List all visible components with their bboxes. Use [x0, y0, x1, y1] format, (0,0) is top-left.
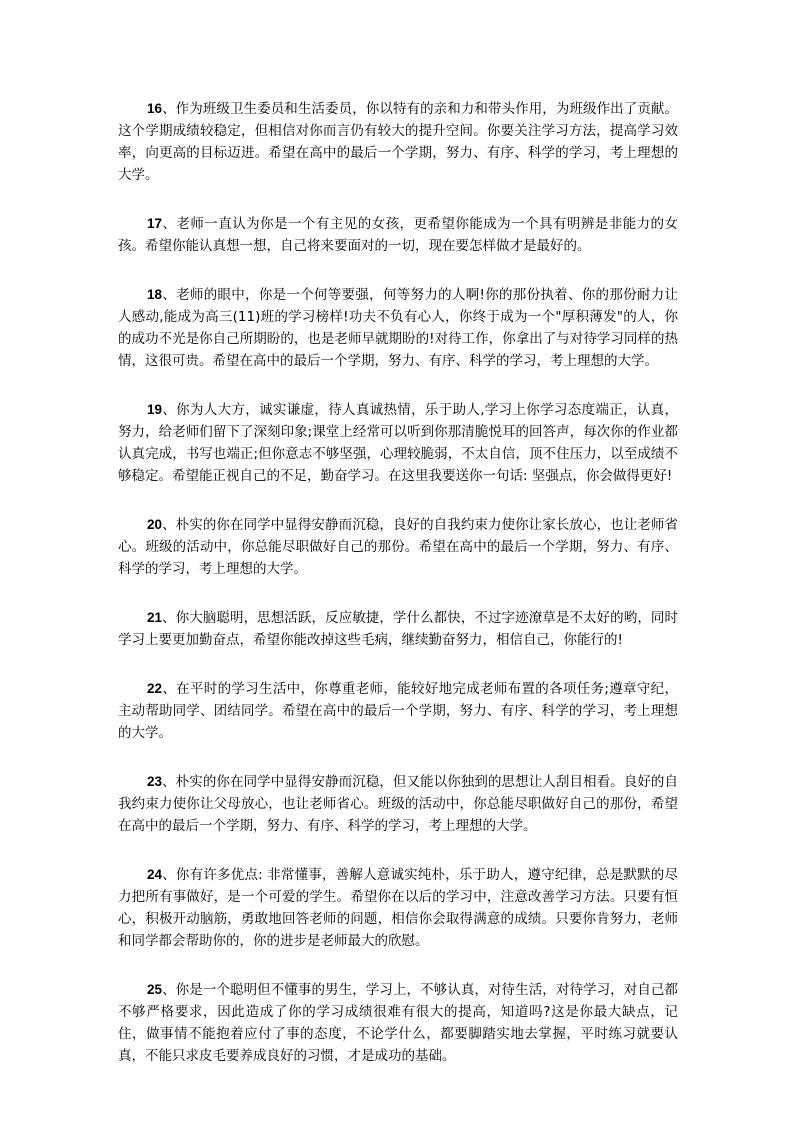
paragraph-number: 23	[147, 774, 163, 789]
comment-paragraph-16	[118, 98, 678, 186]
paragraph-text: 、老师一直认为你是一个有主见的女孩，更希望你能成为一个具有明辨是非能力的女孩。希望你能认真想一想，自己将来要面对的一切，现在要怎样做才是最好的。	[118, 216, 678, 254]
paragraph-number: 16	[147, 101, 163, 116]
comment-paragraph-25	[118, 979, 678, 1067]
paragraph-number: 20	[147, 517, 163, 532]
comment-paragraph-22	[118, 678, 678, 744]
paragraph-text: 、在平时的学习生活中，你尊重老师，能较好地完成老师布置的各项任务;遵章守纪，主动帮助同学、团结同学。希望在高中的最后一个学期，努力、有序、科学的学习，考上理想的大学。	[118, 681, 678, 741]
paragraph-number: 17	[147, 216, 163, 231]
paragraph-text: 、你大脑聪明，思想活跃，反应敏捷，学什么都快，不过字迹潦草是不太好的哟，同时学习上要更加勤奋点，希望你能改掉这些毛病，继续勤奋努力，相信自己，你能行的!	[118, 610, 678, 648]
document-body	[118, 98, 678, 1094]
comment-paragraph-20	[118, 514, 678, 580]
paragraph-text: 、朴实的你在同学中显得安静而沉稳，良好的自我约束力使你让家长放心，也让老师省心。班级的活动中，你总能尽职做好自己的那份。希望在高中的最后一个学期，努力、有序、科学的学习，考上理想的大学。	[118, 517, 678, 577]
paragraph-text: 、你有许多优点: 非常懂事，善解人意诚实纯朴，乐于助人，遵守纪律，总是默默的尽力把所有事做好，是一个可爱的学生。希望你在以后的学习中，注意改善学习方法。只要有恒心，积极开动脑筋，勇敢地回答老师的问题，相信你会取得满意的成绩。只要你肯努力，老师和同学都会帮助你的，你的进步是老师最大的欣慰。	[118, 867, 678, 949]
comment-paragraph-23	[118, 771, 678, 837]
comment-paragraph-21	[118, 607, 678, 651]
paragraph-text: 、作为班级卫生委员和生活委员，你以特有的亲和力和带头作用，为班级作出了贡献。这个学期成绩较稳定，但相信对你而言仍有较大的提升空间。你要关注学习方法，提高学习效率，向更高的目标迈进。希望在高中的最后一个学期，努力、有序、科学的学习，考上理想的大学。	[118, 101, 678, 183]
paragraph-text: 、你是一个聪明但不懂事的男生，学习上，不够认真，对待生活，对待学习，对自己都不够严格要求，因此造成了你的学习成绩很难有很大的提高，知道吗?这是你最大缺点，记住，做事情不能抱着应付了事的态度，不论学什么，都要脚踏实地去掌握，平时练习就要认真，不能只求皮毛要养成良好的习惯，才是成功的基础。	[118, 982, 678, 1064]
paragraph-number: 24	[147, 867, 163, 882]
paragraph-number: 22	[147, 681, 163, 696]
comment-paragraph-24	[118, 864, 678, 952]
comment-paragraph-18	[118, 284, 678, 372]
paragraph-text: 、朴实的你在同学中显得安静而沉稳，但又能以你独到的思想让人刮目相看。良好的自我约束力使你让父母放心，也让老师省心。班级的活动中，你总能尽职做好自己的那份，希望在高中的最后一个学期，努力、有序、科学的学习，考上理想的大学。	[118, 774, 678, 834]
comment-paragraph-19	[118, 399, 678, 487]
paragraph-number: 18	[147, 287, 163, 302]
paragraph-number: 25	[147, 982, 163, 997]
comment-paragraph-17	[118, 213, 678, 257]
paragraph-text: 、你为人大方，诚实谦虚，待人真诚热情，乐于助人,学习上你学习态度端正，认真，努力，给老师们留下了深刻印象;课堂上经常可以听到你那清脆悦耳的回答声，每次你的作业都认真完成，书写也端正;但你意志不够坚强，心理较脆弱，不太自信，顶不住压力，以至成绩不够稳定。希望能正视自己的不足，勤奋学习。在这里我要送你一句话: 坚强点，你会做得更好!	[118, 402, 678, 484]
paragraph-number: 21	[147, 610, 163, 625]
paragraph-text: 、老师的眼中，你是一个何等要强，何等努力的人啊!你的那份执着、你的那份耐力让人感动,能成为高三(11)班的学习榜样!功夫不负有心人，你终于成为一个"厚积薄发"的人，你的成功不光是你自己所期盼的，也是老师早就期盼的!对待工作，你拿出了与对待学习同样的热情，这很可贵。希望在高中的最后一个学期，努力、有序、科学的学习，考上理想的大学。	[118, 287, 678, 369]
paragraph-number: 19	[147, 402, 163, 417]
